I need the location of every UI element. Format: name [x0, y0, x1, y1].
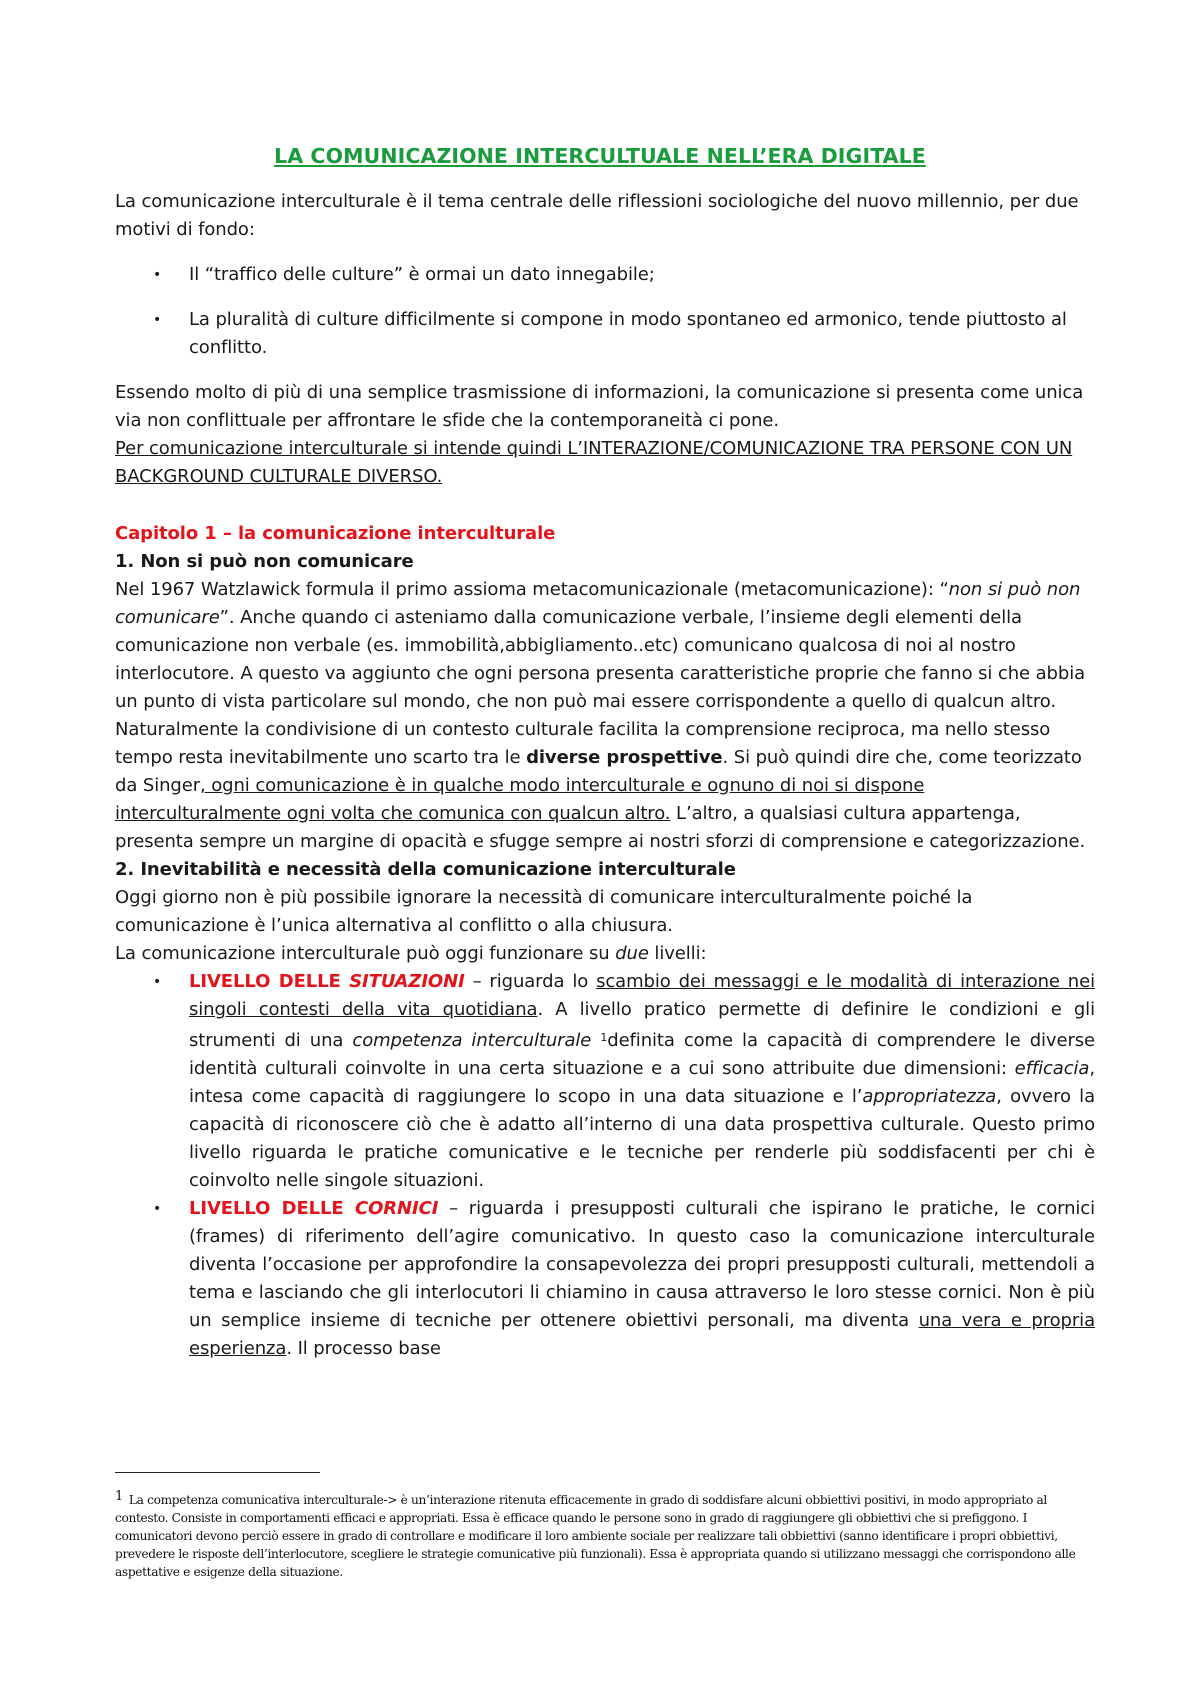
- bullet-text: Il “traffico delle culture” è ormai un dato innegabile;: [189, 264, 655, 285]
- intro-paragraph: La comunicazione interculturale è il tema centrale delle riflessioni sociologiche del nuovo millennio, per due motivi di fondo:: [115, 191, 1079, 240]
- text-span: livelli:: [648, 943, 707, 964]
- list-item: [115, 1195, 1095, 1363]
- section-1-heading: 1. Non si può non comunicare: [115, 551, 414, 572]
- section-1-paragraph: [115, 576, 1095, 856]
- text-span: – riguarda i presupposti culturali che ispirano le pratiche, le cornici (frames) di riferimento dell’agire comunicativo. In questo caso la comunicazione interculturale diventa l’occasione per approfondire la consapevolezza dei propri presupposti culturali, mettendoli a tema e lasciando che gli interlocutori li chiamino in causa attraverso le loro stesse cornici. Non è più un semplice insieme di tecniche per ottenere obiettivi personali, ma diventa: [189, 1198, 1096, 1331]
- text-span: La comunicazione interculturale può oggi funzionare su: [115, 943, 616, 964]
- section-2-paragraph: Oggi giorno non è più possibile ignorare la necessità di comunicare interculturalmente poiché la comunicazione è l’unica alternativa al conflitto o alla chiusura.: [115, 887, 973, 936]
- definition-text: Per comunicazione interculturale si intende quindi L’INTERAZIONE/COMUNICAZIONE TRA PERSONE CON UN BACKGROUND CULTURALE DIVERSO.: [115, 438, 1073, 487]
- text-span: Nel 1967 Watzlawick formula il primo assioma metacomunicazionale (metacomunicazione): “: [115, 579, 949, 600]
- levels-intro: [115, 940, 1095, 968]
- footnote-number: 1: [115, 1489, 123, 1504]
- footnote: [115, 1488, 1100, 1581]
- bullet-dot-icon: •: [153, 1201, 162, 1217]
- italic-span: due: [615, 943, 649, 964]
- text-span: definita come la capacità di comprendere le diverse identità culturali coinvolte in una certa situazione e a cui sono attribuite due dimensioni:: [189, 1030, 1096, 1079]
- text-span: , ovvero la capacità di riconoscere ciò che è adatto all’interno di una data prospettiva culturale. Questo primo livello riguarda le pratiche comunicative e le tecniche per renderle più soddisfacenti per chi è coinvolto nelle singole situazioni.: [189, 1086, 1095, 1191]
- text-span: – riguarda lo: [464, 971, 597, 992]
- list-item: [115, 306, 1095, 362]
- level-label-text: LIVELLO DELLE: [189, 971, 350, 992]
- footnote-separator: [115, 1472, 320, 1473]
- italic-span: efficacia: [1014, 1058, 1090, 1079]
- underlined-span: scambio dei messaggi e le modalità di interazione nei singoli contesti della vita quotidiana: [189, 971, 1095, 1020]
- intro-second-paragraph: [115, 379, 1095, 491]
- text-span: . Si può quindi dire che, come teorizzato da Singer: [115, 747, 1082, 796]
- italic-span: non si può non comunicare: [115, 579, 1081, 628]
- paragraph-text: Essendo molto di più di una semplice trasmissione di informazioni, la comunicazione si presenta come unica via non conflittuale per affrontare le sfide che la contemporaneità ci pone.: [115, 382, 1084, 431]
- section-2-heading: 2. Inevitabilità e necessità della comunicazione interculturale: [115, 859, 736, 880]
- level-label-text: LIVELLO DELLE: [189, 1198, 355, 1219]
- page-title: LA COMUNICAZIONE INTERCULTUALE NELL’ERA DIGITALE: [274, 144, 926, 168]
- chapter-heading: Capitolo 1 – la comunicazione interculturale: [115, 523, 556, 544]
- level-label-italic: CORNICI: [354, 1198, 439, 1219]
- text-span: , intesa come capacità di raggiungere lo scopo in una data situazione e l’: [189, 1058, 1095, 1107]
- bullet-dot-icon: •: [153, 974, 162, 990]
- text-span: . A livello pratico permette di definire le condizioni e gli strumenti di una: [189, 999, 1095, 1051]
- footnote-text: La competenza comunicativa interculturale-> è un’interazione ritenuta efficacemente in grado di soddisfare alcuni obbiettivi positivi, in modo appropriato al contesto. Consiste in comportamenti efficaci e appropriati. Essa è efficace quando le persone sono in grado di raggiungere gli obbiettivi che si prefiggono. I comunicatori devono perciò essere in grado di controllare e modificare il loro ambiente sociale per realizzare tali obbiettivi (sanno identificare i propri obbiettivi, prevedere le risposte dell’interlocutore, scegliere le strategie comunicative più funzionali). Essa è appropriata quando si utilizzano messaggi che corrispondono alle aspettative e esigenze della situazione.: [115, 1493, 1076, 1579]
- bullet-text: La pluralità di culture difficilmente si compone in modo spontaneo ed armonico, tende piuttosto al conflitto.: [189, 309, 1067, 358]
- footnote-reference[interactable]: 1: [600, 1031, 608, 1044]
- list-item: [115, 261, 1095, 289]
- bullet-dot-icon: •: [153, 267, 162, 283]
- text-span: L’altro, a qualsiasi cultura appartenga, presenta sempre un margine di opacità e sfugge sempre ai nostri sforzi di comprensione e categorizzazione.: [115, 803, 1086, 852]
- text-span: . Il processo base: [286, 1338, 441, 1359]
- intro-bullet-list: [115, 261, 1095, 362]
- list-item: [115, 968, 1095, 1195]
- level-label: [189, 971, 465, 992]
- levels-list: [115, 968, 1095, 1363]
- level-label-italic: SITUAZIONI: [349, 971, 465, 992]
- italic-span: appropriatezza: [862, 1086, 997, 1107]
- bullet-dot-icon: •: [153, 312, 162, 328]
- italic-span: competenza interculturale: [352, 1030, 592, 1051]
- underlined-span: una vera e propria esperienza: [189, 1310, 1095, 1359]
- document-body: [115, 0, 1095, 1363]
- underlined-span: , ogni comunicazione è in qualche modo interculturale e ognuno di noi si dispone interculturalmente ogni volta che comunica con qualcun altro.: [115, 775, 925, 824]
- level-label: [189, 1198, 438, 1219]
- text-span: ”. Anche quando ci asteniamo dalla comunicazione verbale, l’insieme degli elementi della comunicazione non verbale (es. immobilità,abbigliamento..etc) comunicano qualcosa di noi al nostro interlocutore. A questo va aggiunto che ogni persona presenta caratteristiche proprie che fanno si che abbia un punto di vista particolare sul mondo, che non può mai essere corrispondente a quello di qualcun altro. Naturalmente la condivisione di un contesto culturale facilita la comprensione reciproca, ma nello stesso tempo resta inevitabilmente uno scarto tra le: [115, 607, 1086, 768]
- bold-span: diverse prospettive: [526, 747, 723, 768]
